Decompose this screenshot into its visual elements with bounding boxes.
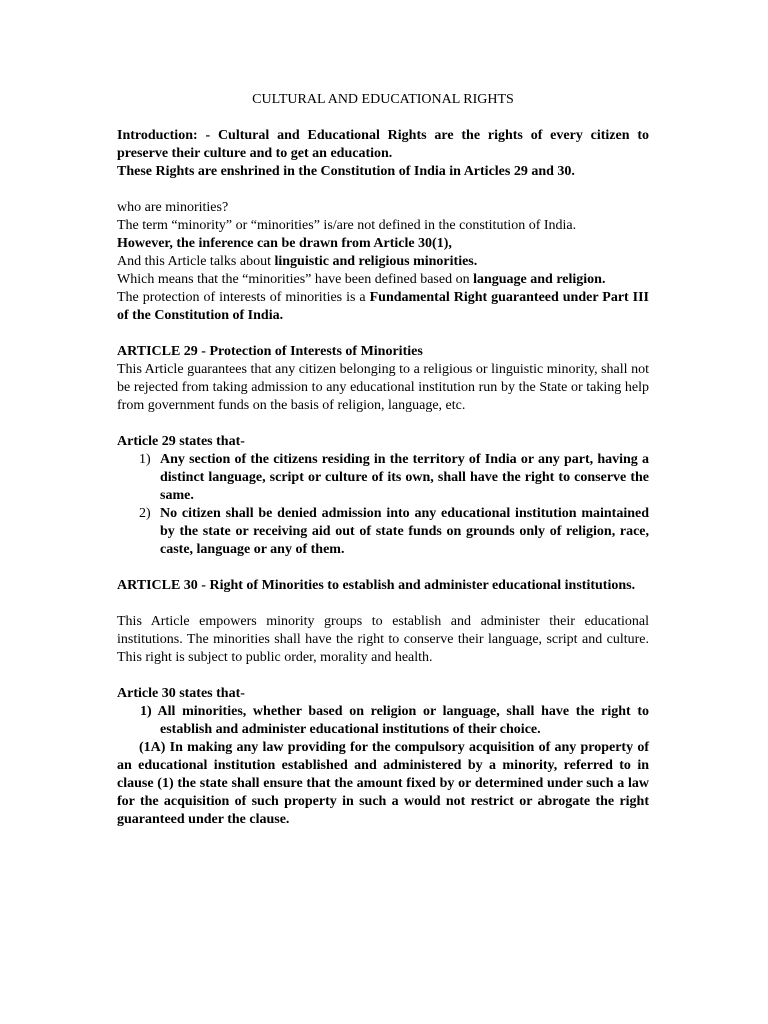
article-29-item — [117, 505, 649, 559]
article-29-item-text: Any section of the citizens residing in the territory of India or any part, having a distinct language, script or culture of its own, shall have the right to conserve the same. — [160, 452, 649, 503]
minorities-protection-line — [117, 289, 649, 325]
article-30-description: This Article empowers minority groups to establish and administer their educational institutions. The minorities shall have the right to conserve their language, script and culture. This right is subject to public order, morality and health. — [117, 614, 649, 665]
article-29-item-number: 1) — [139, 452, 151, 467]
minorities-defined-text: Which means that the “minorities” have been defined based on — [117, 272, 474, 287]
article-29-item-text: No citizen shall be denied admission into any educational institution maintained by the state or receiving aid out of state funds on grounds only of religion, race, caste, language or any of them. — [160, 506, 649, 557]
article-29-description: This Article guarantees that any citizen belonging to a religious or linguistic minority, shall not be rejected from taking admission to any educational institution run by the State or taking help from government funds on the basis of religion, language, etc. — [117, 362, 649, 413]
minorities-protection-text: The protection of interests of minorities is a — [117, 290, 370, 305]
minorities-defined-bold: language and religion. — [473, 272, 606, 287]
intro-paragraph: Introduction: - Cultural and Educational Rights are the rights of every citizen to preserve their culture and to get an education. — [117, 128, 649, 161]
article-30-clause-1a: (1A) In making any law providing for the compulsory acquisition of any property of an educational institution established and administered by a minority, referred to in clause (1) the state shall ensure that the amount fixed by or determined under such a law for the acquisition of such property in such a would not restrict or abrogate the right guaranteed under the clause. — [117, 740, 649, 827]
minorities-inference-line: However, the inference can be drawn from Article 30(1), — [117, 236, 452, 251]
minorities-defined-line — [117, 271, 649, 289]
article-30-clause-1: 1) All minorities, whether based on religion or language, shall have the right to establish and administer educational institutions of their choice. — [140, 704, 649, 737]
article-29-item-number: 2) — [139, 506, 151, 521]
article-29-states: Article 29 states that- — [117, 434, 245, 449]
minorities-talks-text: And this Article talks about — [117, 254, 275, 269]
minorities-question: who are minorities? — [117, 200, 229, 215]
article-29-item — [117, 451, 649, 505]
intro-articles-line: These Rights are enshrined in the Constitution of India in Articles 29 and 30. — [117, 164, 575, 179]
document-body — [117, 91, 649, 829]
document-title: CULTURAL AND EDUCATIONAL RIGHTS — [252, 92, 514, 107]
article-30-states: Article 30 states that- — [117, 686, 245, 701]
article-30-heading: ARTICLE 30 - Right of Minorities to establish and administer educational institutions. — [117, 578, 636, 593]
minorities-talks-bold: linguistic and religious minorities. — [274, 254, 478, 269]
minorities-protection-bold: Fundamental Right guaranteed under Part III of the Constitution of India. — [117, 290, 650, 323]
minorities-definition-line: The term “minority” or “minorities” is/are not defined in the constitution of India. — [117, 218, 577, 233]
article-29-heading: ARTICLE 29 - Protection of Interests of Minorities — [117, 344, 423, 359]
minorities-talks-line — [117, 253, 649, 271]
